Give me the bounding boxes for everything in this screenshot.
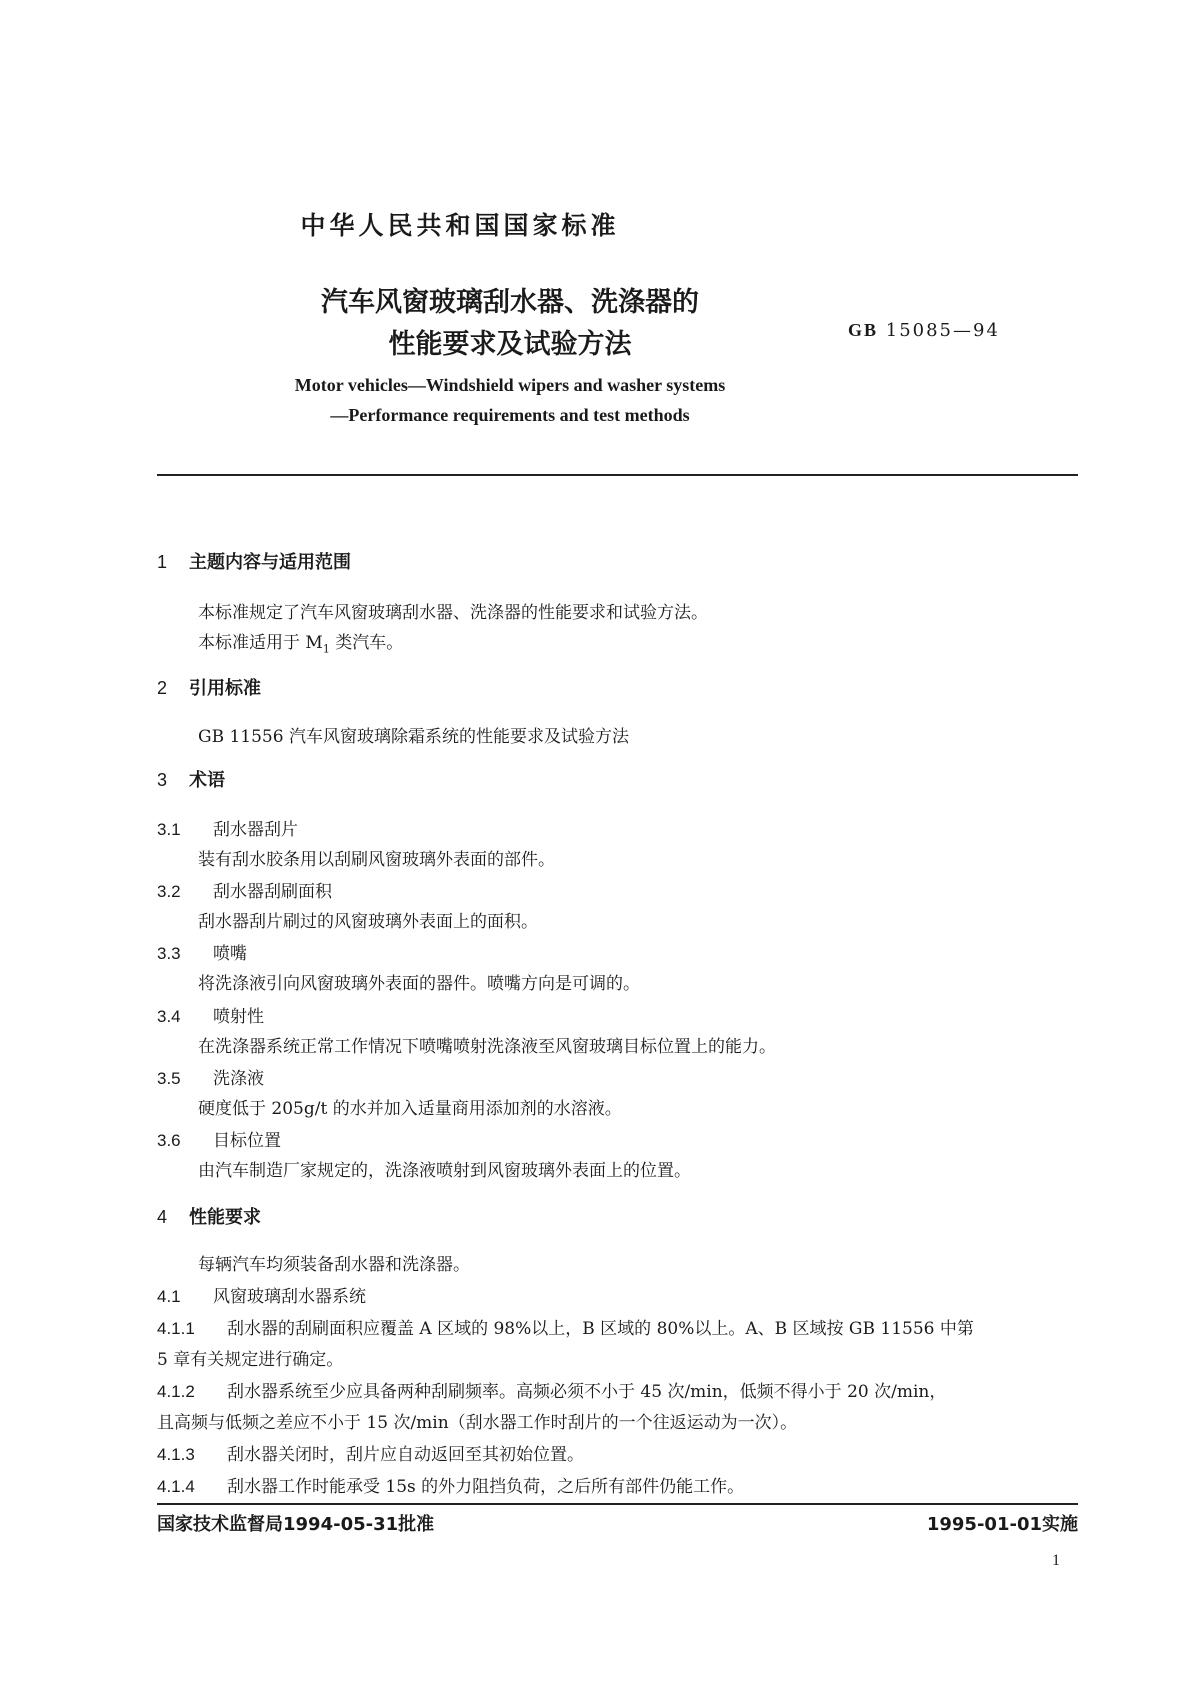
clause-3-5	[157, 1064, 264, 1089]
section-1-paragraph-2	[198, 628, 403, 655]
clause-3-6-definition: 由汽车制造厂家规定的，洗涤液喷射到风窗玻璃外表面上的位置。	[198, 1161, 691, 1181]
clause-term: 喷射性	[213, 1007, 264, 1027]
section-4-paragraph-1: 每辆汽车均须装备刮水器和洗涤器。	[198, 1255, 470, 1275]
clause-term: 刮水器刮片	[213, 820, 298, 840]
clause-3-1-definition: 装有刮水胶条用以刮刷风窗玻璃外表面的部件。	[198, 850, 555, 870]
footer-divider	[157, 1503, 1078, 1505]
title-line-2: 性能要求及试验方法	[388, 329, 632, 360]
section-number: 2	[157, 678, 168, 698]
header-divider	[157, 474, 1078, 476]
section-2-paragraph-1: GB 11556 汽车风窗玻璃除霜系统的性能要求及试验方法	[198, 727, 629, 747]
clause-number: 3.4	[157, 1007, 181, 1026]
clause-3-2-definition: 刮水器刮片刷过的风窗玻璃外表面上的面积。	[198, 912, 538, 932]
section-number: 3	[157, 770, 168, 790]
code-number: 15085—94	[885, 320, 1000, 341]
section-title: 性能要求	[189, 1207, 261, 1228]
clause-text: 刮水器的刮刷面积应覆盖 A 区域的 98%以上，B 区域的 80%以上。A、B 区域按 GB 11556 中第	[227, 1319, 974, 1339]
text-part: 类汽车。	[329, 633, 404, 653]
section-2-heading	[157, 674, 261, 700]
clause-text: 刮水器工作时能承受 15s 的外力阻挡负荷，之后所有部件仍能工作。	[227, 1477, 745, 1497]
section-3-heading	[157, 766, 225, 792]
clause-4-1	[157, 1282, 366, 1307]
clause-3-3-definition: 将洗涤液引向风窗玻璃外表面的器件。喷嘴方向是可调的。	[198, 974, 640, 994]
section-number: 1	[157, 552, 168, 572]
clause-4-1-4	[157, 1472, 744, 1497]
clause-4-1-2	[157, 1377, 946, 1402]
clause-3-5-definition: 硬度低于 205g/t 的水并加入适量商用添加剂的水溶液。	[198, 1099, 622, 1119]
clause-number: 3.6	[157, 1131, 181, 1150]
code-prefix: GB	[848, 320, 879, 340]
section-number: 4	[157, 1207, 168, 1227]
clause-3-1	[157, 815, 298, 840]
clause-number: 4.1	[157, 1287, 181, 1306]
clause-number: 3.3	[157, 944, 181, 963]
clause-term: 洗涤液	[213, 1069, 264, 1089]
section-title: 术语	[189, 770, 225, 791]
clause-text: 刮水器关闭时，刮片应自动返回至其初始位置。	[227, 1445, 584, 1465]
section-1-heading	[157, 548, 351, 574]
section-1-paragraph-1: 本标准规定了汽车风窗玻璃刮水器、洗涤器的性能要求和试验方法。	[198, 603, 708, 623]
page-number: 1	[1052, 1552, 1060, 1569]
clause-number: 3.5	[157, 1069, 181, 1088]
section-title: 主题内容与适用范围	[189, 552, 351, 573]
clause-3-6	[157, 1126, 281, 1151]
clause-number: 4.1.3	[157, 1445, 195, 1464]
clause-number: 4.1.1	[157, 1319, 195, 1338]
clause-text: 刮水器系统至少应具备两种刮刷频率。高频必须不小于 45 次/min，低频不得小于 20 次/min，	[227, 1382, 947, 1402]
clause-term: 目标位置	[213, 1131, 281, 1151]
section-4-heading	[157, 1203, 261, 1229]
clause-number: 4.1.4	[157, 1477, 195, 1496]
clause-3-4-definition: 在洗涤器系统正常工作情况下喷嘴喷射洗涤液至风窗玻璃目标位置上的能力。	[198, 1037, 776, 1057]
english-title-line-2: —Performance requirements and test methods	[330, 405, 690, 425]
clause-number: 3.1	[157, 820, 181, 839]
clause-number: 4.1.2	[157, 1382, 195, 1401]
clause-3-4	[157, 1002, 264, 1027]
clause-4-1-2-continuation: 且高频与低频之差应不小于 15 次/min（刮水器工作时刮片的一个往返运动为一次）。	[157, 1413, 798, 1433]
clause-term: 刮水器刮刷面积	[213, 882, 332, 902]
approval-date: 国家技术监督局1994-05-31批准	[157, 1514, 435, 1535]
clause-3-3	[157, 939, 247, 964]
standard-masthead: 中华人民共和国国家标准	[300, 211, 620, 240]
title-line-1: 汽车风窗玻璃刮水器、洗涤器的	[321, 287, 699, 318]
clause-3-2	[157, 877, 332, 902]
english-title-line-1: Motor vehicles—Windshield wipers and washer systems	[294, 375, 726, 395]
section-title: 引用标准	[189, 678, 261, 699]
clause-number: 3.2	[157, 882, 181, 901]
clause-4-1-3	[157, 1440, 584, 1465]
clause-term: 喷嘴	[213, 944, 247, 964]
subscript: 1	[322, 642, 330, 656]
standard-code	[848, 320, 1000, 341]
effective-date: 1995-01-01实施	[926, 1514, 1078, 1535]
clause-text: 风窗玻璃刮水器系统	[213, 1287, 366, 1307]
clause-4-1-1	[157, 1314, 974, 1339]
clause-4-1-1-continuation: 5 章有关规定进行确定。	[157, 1350, 344, 1370]
text-part: 本标准适用于 M	[198, 633, 323, 653]
